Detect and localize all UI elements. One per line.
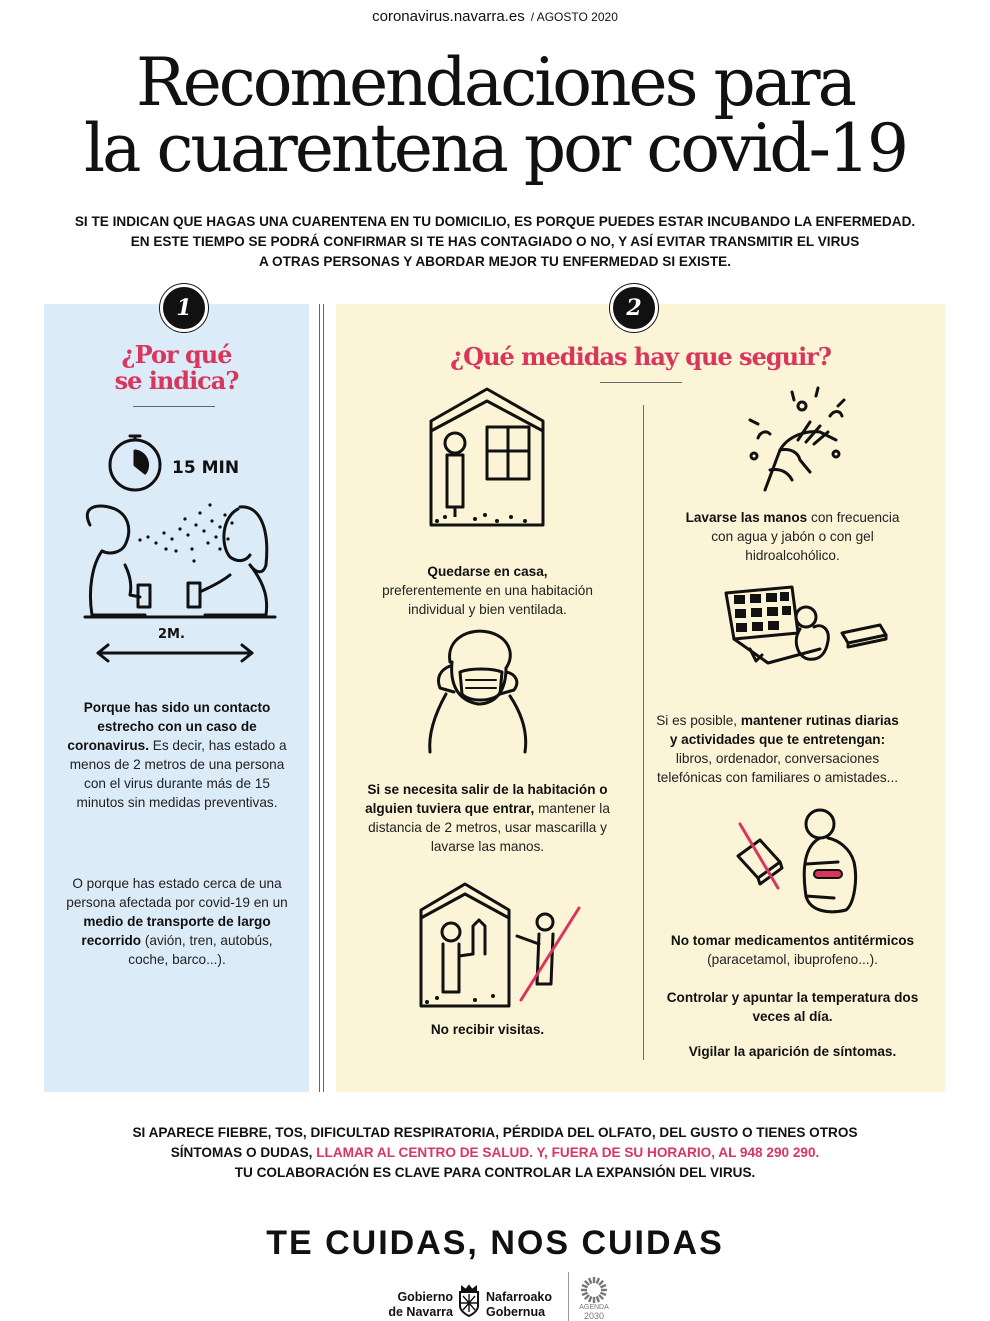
routines-icon	[720, 585, 890, 695]
no-visits-icon	[415, 880, 585, 1010]
why-heading	[44, 342, 309, 394]
mask-icon	[410, 622, 545, 757]
section-1-badge: 1	[160, 284, 208, 332]
distance-label: 2M.	[158, 627, 185, 642]
why-text-2: O porque has estado cerca de una persona afectada por covid-19 en un medio de transporte de largo recorrido (avión, tren, autobús, coche, barco...).	[66, 876, 288, 967]
no-medication-icon	[730, 800, 870, 920]
measure-no-antipyretics: No tomar medicamentos antitérmicos (paracetamol, ibuprofeno...).	[670, 933, 915, 967]
section-2-badge: 2	[610, 284, 658, 332]
measures-heading-rule	[600, 382, 682, 383]
bottom-line-1: SI APARECE FIEBRE, TOS, DIFICULTAD RESPIRATORIA, PÉRDIDA DEL OLFATO, DEL GUSTO O TIENES OTROS	[132, 1125, 858, 1140]
measures-heading: ¿Qué medidas hay que seguir?	[450, 342, 831, 371]
page-title	[0, 44, 990, 187]
measure-wash-hands: Lavarse las manos con frecuencia con agua y jabón o con gel hidroalcohólico.	[685, 510, 900, 563]
site-url[interactable]: coronavirus.navarra.es	[372, 8, 525, 25]
bottom-notice	[40, 1123, 950, 1183]
left-person-head	[87, 506, 128, 553]
measures-divider	[643, 405, 644, 1060]
slogan: TE CUIDAS, NOS CUIDAS	[266, 1224, 724, 1262]
footer-divider	[568, 1272, 569, 1321]
timer-hand	[135, 451, 148, 473]
divider-line-left	[319, 304, 320, 1092]
intro-text	[20, 212, 970, 272]
why-text-1: Porque has sido un contacto estrecho con un caso de coronavirus. Es decir, has estado a menos de 2 metros de una persona con el virus durante más de 15 minutos sin medidas preventivas.	[67, 700, 287, 810]
why-heading-rule	[133, 406, 215, 407]
house-icon	[425, 385, 550, 530]
intro-line-1: SI TE INDICAN QUE HAGAS UNA CUARENTENA EN TU DOMICILIO, ES PORQUE PUEDES ESTAR INCUBANDO LA ENFERMEDAD.	[74, 214, 916, 229]
timer-label: 15 MIN	[172, 458, 240, 478]
measure-routines: Si es posible, mantener rutinas diarias y actividades que te entretengan: libros, ordenador, conversaciones telefónicas con familiares o amistades...	[656, 713, 899, 785]
bottom-line-3: TU COLABORACIÓN ES CLAVE PARA CONTROLAR LA EXPANSIÓN DEL VIRUS.	[234, 1165, 756, 1180]
measure-distance-mask: Si se necesita salir de la habitación o alguien tuviera que entrar, mantener la distancia de 2 metros, usar mascarilla y lavarse las manos.	[365, 782, 610, 854]
handwashing-icon	[740, 380, 855, 495]
title-line-2: la cuarentena por covid-19	[84, 110, 906, 187]
date-label: / AGOSTO 2020	[530, 10, 618, 24]
measure-watch-symptoms: Vigilar la aparición de síntomas.	[688, 1044, 897, 1059]
divider-line-right	[323, 304, 324, 1092]
header-line	[0, 8, 990, 25]
intro-line-2: EN ESTE TIEMPO SE PODRÁ CONFIRMAR SI TE HAS CONTAGIADO O NO, Y ASÍ EVITAR TRANSMITIR EL VIRUS	[130, 234, 860, 249]
gov-es-name: Gobierno de Navarra	[388, 1290, 453, 1319]
why-heading-line-2: se indica?	[114, 366, 239, 395]
title-line-1: Recomendaciones para	[136, 44, 854, 121]
intro-line-3: A OTRAS PERSONAS Y ABORDAR MEJOR TU ENFERMEDAD SI EXISTE.	[258, 254, 732, 269]
measure-stay-home: Quedarse en casa, preferentemente en una habitación individual y bien ventilada.	[382, 564, 593, 617]
measure-no-visits: No recibir visitas.	[430, 1022, 545, 1037]
bottom-line-2: SÍNTOMAS O DUDAS, LLAMAR AL CENTRO DE SALUD. Y, FUERA DE SU HORARIO, AL 948 290 290.	[170, 1145, 820, 1160]
agenda-label: AGENDA 2030	[579, 1304, 609, 1321]
navarra-shield-icon	[456, 1284, 482, 1318]
droplets	[138, 503, 233, 562]
why-heading-line-1: ¿Por qué	[121, 340, 232, 369]
contact-distance-illustration	[70, 425, 290, 670]
measure-temperature: Controlar y apuntar la temperatura dos veces al día.	[666, 990, 919, 1024]
phone-call-text[interactable]: LLAMAR AL CENTRO DE SALUD. Y, FUERA DE SU HORARIO, AL 948 290 290.	[316, 1145, 820, 1160]
right-person-hair	[240, 507, 267, 572]
agenda-2030-icon	[580, 1276, 608, 1304]
gov-eu-name: Nafarroako Gobernua	[486, 1290, 552, 1319]
